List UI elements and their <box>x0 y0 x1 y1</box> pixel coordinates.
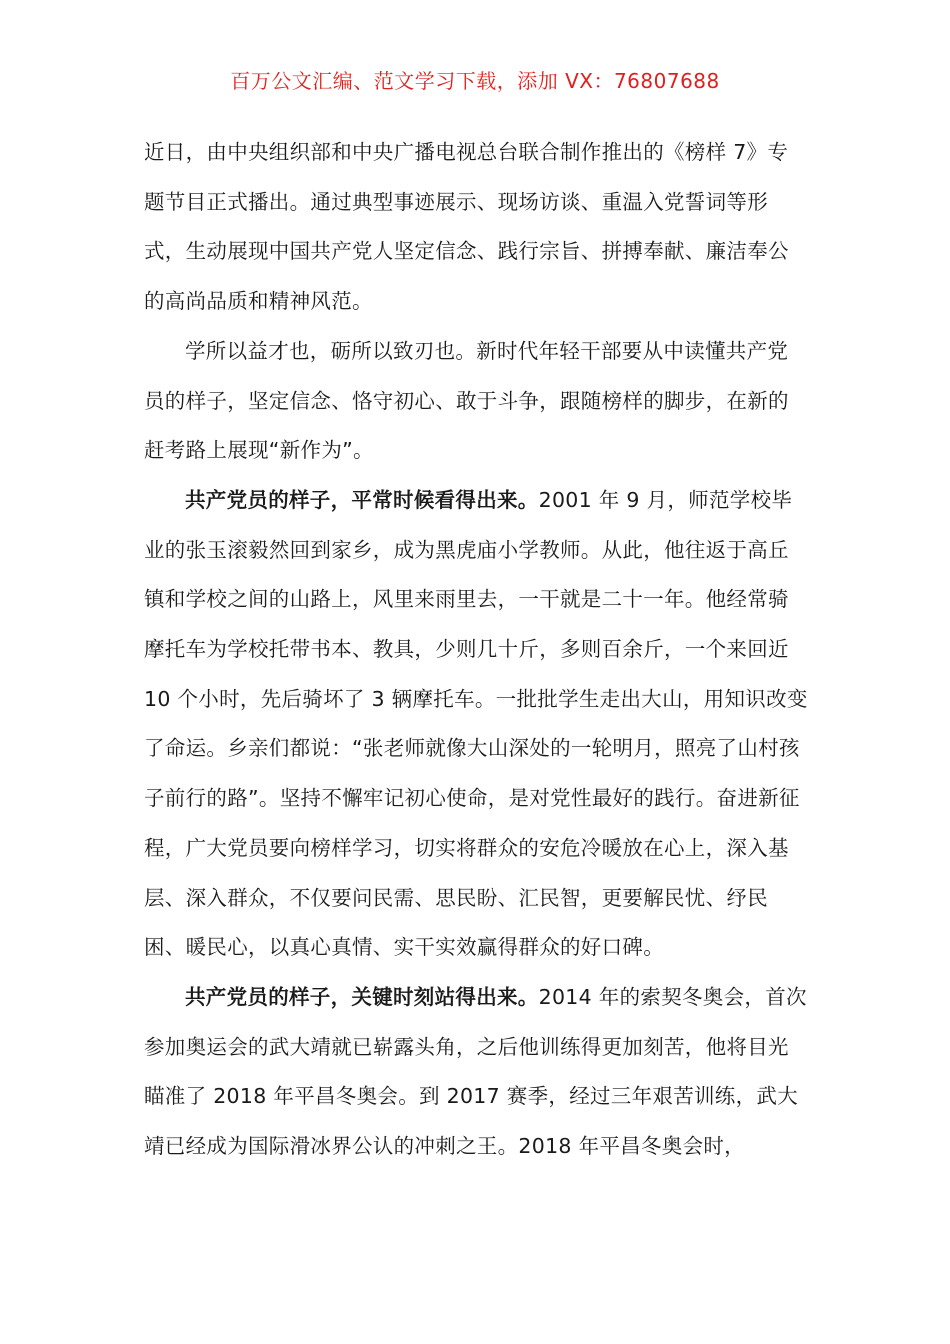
paragraph-text: 学所以益才也，砺所以致刃也。新时代年轻干部要从中读懂共产党员的样子，坚定信念、恪守初心、敢于斗争，跟随榜样的脚步，在新的赶考路上展现“新作为”。 <box>144 338 789 463</box>
paragraph-text: 2014 年的索契冬奥会，首次参加奥运会的武大靖就已崭露头角，之后他训练得更加刻苦，他将目光瞄准了 2018 年平昌冬奥会。到 2017 赛季，经过三年艰苦训练，武大靖已经成为国际滑冰界公认的冲刺之王。2018 年平昌冬奥会时， <box>144 984 807 1159</box>
document-body <box>144 128 808 1172</box>
paragraph-text: 近日，由中央组织部和中央广播电视总台联合制作推出的《榜样 7》专题节目正式播出。通过典型事迹展示、现场访谈、重温入党誓词等形式，生动展现中国共产党人坚定信念、践行宗旨、拼搏奉献、廉洁奉公的高尚品质和精神风范。 <box>144 140 789 314</box>
paragraph-ordinary-times <box>144 476 808 973</box>
paragraph-text: 2001 年 9 月，师范学校毕业的张玉滚毅然回到家乡，成为黑虎庙小学教师。从此，他往返于高丘镇和学校之间的山路上，风里来雨里去，一干就是二十一年。他经常骑摩托车为学校托带书本、教具，少则几十斤，多则百余斤，一个来回近 10 个小时，先后骑坏了 3 辆摩托车。一批批学生走出大山，用知识改变了命运。乡亲们都说：“张老师就像大山深处的一轮明月，照亮了山村孩子前行的路”。坚持不懈牢记初心使命，是对党性最好的践行。奋进新征程，广大党员要向榜样学习，切实将群众的安危冷暖放在心上，深入基层、深入群众，不仅要问民需、思民盼、汇民智，更要解民忧、纾民困、暖民心，以真心真情、实干实效赢得群众的好口碑。 <box>144 487 808 960</box>
paragraph-lead: 共产党员的样子，关键时刻站得出来。 <box>185 984 539 1009</box>
header-watermark: 百万公文汇编、范文学习下载，添加 VX：76807688 <box>230 69 720 93</box>
paragraph-intro <box>144 128 808 327</box>
paragraph-critical-moments <box>144 973 808 1172</box>
paragraph-lead: 共产党员的样子，平常时候看得出来。 <box>185 487 539 512</box>
paragraph-summary <box>144 327 808 476</box>
